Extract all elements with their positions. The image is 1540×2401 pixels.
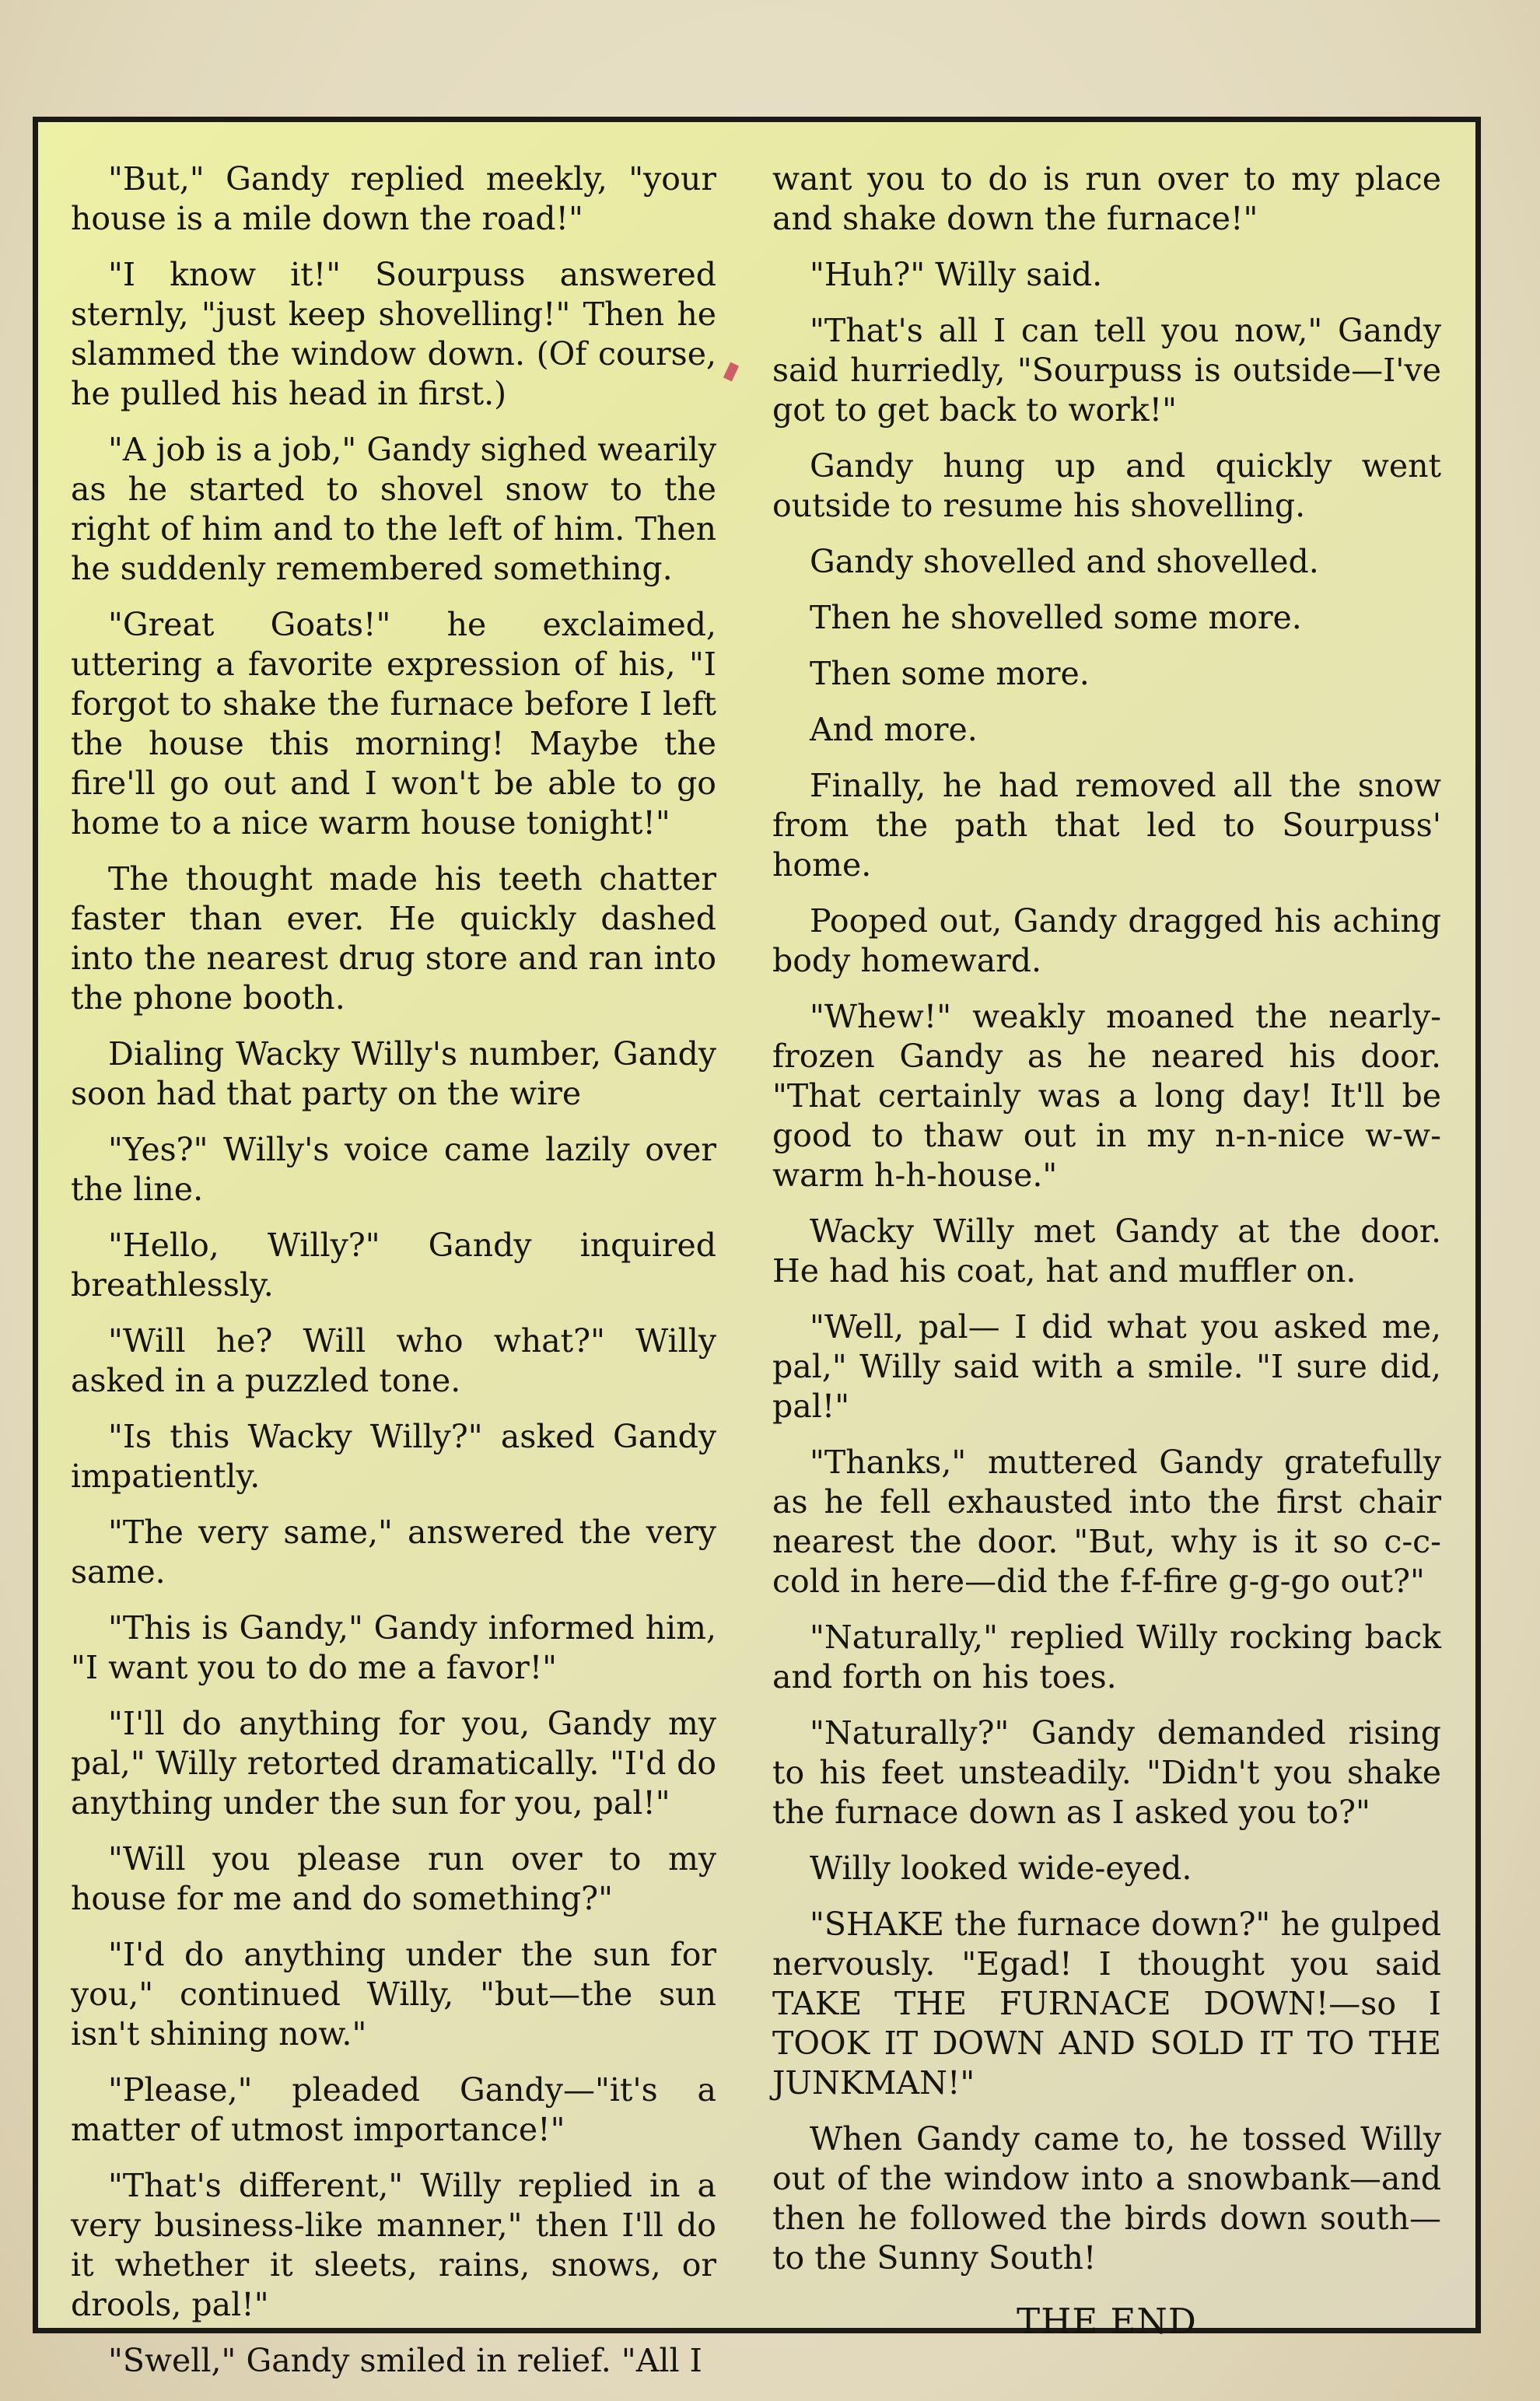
paragraph: "Naturally?" Gandy demanded rising to his feet unsteadily. "Didn't you shake the furnace down as I asked you to?" (772, 1714, 1441, 1831)
paragraph: "Swell," Gandy smiled in relief. "All I (108, 2342, 702, 2379)
paragraph: The thought made his teeth chatter faster than ever. He quickly dashed into the nearest drug store and ran into the phone booth. (71, 860, 716, 1017)
paragraph: "Hello, Willy?" Gandy inquired breathlessly. (71, 1227, 716, 1304)
paragraph: Pooped out, Gandy dragged his aching body homeward. (772, 902, 1441, 979)
paragraph-continued: want you to do is run over to my place and shake down the furnace!" (772, 160, 1441, 237)
ink-smudge (723, 362, 739, 381)
paragraph: "Will you please run over to my house for me and do something?" (71, 1840, 716, 1917)
paragraph: "I know it!" Sourpuss answered sternly, "just keep shovelling!" Then he slammed the window down. (Of course, he pulled his head in first.) (71, 256, 716, 412)
paragraph: When Gandy came to, he tossed Willy out of the window into a snowbank—and then he followed the birds down south—to the Sunny South! (772, 2120, 1441, 2277)
paragraph: "Is this Wacky Willy?" asked Gandy impatiently. (71, 1418, 716, 1495)
paragraph: Dialing Wacky Willy's number, Gandy soon had that party on the wire (71, 1035, 716, 1112)
paragraph: Gandy shovelled and shovelled. (810, 543, 1319, 580)
paragraph: Willy looked wide-eyed. (810, 1850, 1192, 1887)
paragraph: "Naturally," replied Willy rocking back and forth on his toes. (772, 1619, 1441, 1696)
paragraph: Wacky Willy met Gandy at the door. He had his coat, hat and muffler on. (772, 1213, 1441, 1290)
paragraph: "Whew!" weakly moaned the nearly-frozen Gandy as he neared his door. "That certainly was a long day! It'll be good to thaw out in my n-n-nice w-w-warm h-h-house." (772, 998, 1441, 1194)
paragraph: Gandy hung up and quickly went outside to resume his shovelling. (772, 447, 1441, 524)
paragraph: "That's different," Willy replied in a very business-like manner," then I'll do it whether it sleets, rains, snows, or drools, pal!" (71, 2167, 716, 2323)
paragraph: "Well, pal— I did what you asked me, pal," Willy said with a smile. "I sure did, pal!" (772, 1308, 1441, 1425)
paragraph: "But," Gandy replied meekly, "your house is a mile down the road!" (71, 160, 716, 237)
paragraph: Then he shovelled some more. (810, 599, 1302, 636)
paragraph: "Please," pleaded Gandy—"it's a matter of utmost importance!" (71, 2071, 716, 2148)
right-column (772, 159, 1441, 2357)
paragraph: "Yes?" Willy's voice came lazily over the line. (71, 1131, 716, 1208)
paragraph: "The very same," answered the very same. (71, 1514, 716, 1591)
paragraph: "Huh?" Willy said. (810, 256, 1103, 293)
paragraph: Finally, he had removed all the snow from the path that led to Sourpuss' home. (772, 767, 1441, 884)
paragraph: "Thanks," muttered Gandy gratefully as he fell exhausted into the first chair nearest the door. "But, why is it so c-c-cold in here—did the f-f-fire g-g-go out?" (772, 1444, 1441, 1600)
story-panel (33, 117, 1481, 2379)
paragraph: "A job is a job," Gandy sighed wearily as he started to shovel snow to the right of him and to the left of him. Then he suddenly remembered something. (71, 431, 716, 587)
paragraph: Then some more. (810, 655, 1090, 692)
the-end-heading: THE END (1017, 2301, 1197, 2342)
paragraph: "I'd do anything under the sun for you," continued Willy, "but—the sun isn't shining now." (71, 1936, 716, 2053)
paragraph: "Great Goats!" he exclaimed, uttering a favorite expression of his, "I forgot to shake the furnace before I left the house this morning! Maybe the fire'll go out and I won't be able to go home to a nice warm house tonight!" (71, 606, 716, 842)
paragraph: "That's all I can tell you now," Gandy said hurriedly, "Sourpuss is outside—I've got to get back to work!" (772, 312, 1441, 429)
paragraph: "Will he? Will who what?" Willy asked in a puzzled tone. (71, 1322, 716, 1399)
paragraph: "I'll do anything for you, Gandy my pal," Willy retorted dramatically. "I'd do anything under the sun for you, pal!" (71, 1705, 716, 1822)
left-column (71, 159, 716, 2397)
paragraph: "This is Gandy," Gandy informed him, "I want you to do me a favor!" (71, 1609, 716, 1686)
paragraph: And more. (810, 711, 978, 748)
paragraph: "SHAKE the furnace down?" he gulped nervously. "Egad! I thought you said TAKE THE FURNACE DOWN!—so I TOOK IT DOWN AND SOLD IT TO THE JUNKMAN!" (772, 1906, 1441, 2102)
